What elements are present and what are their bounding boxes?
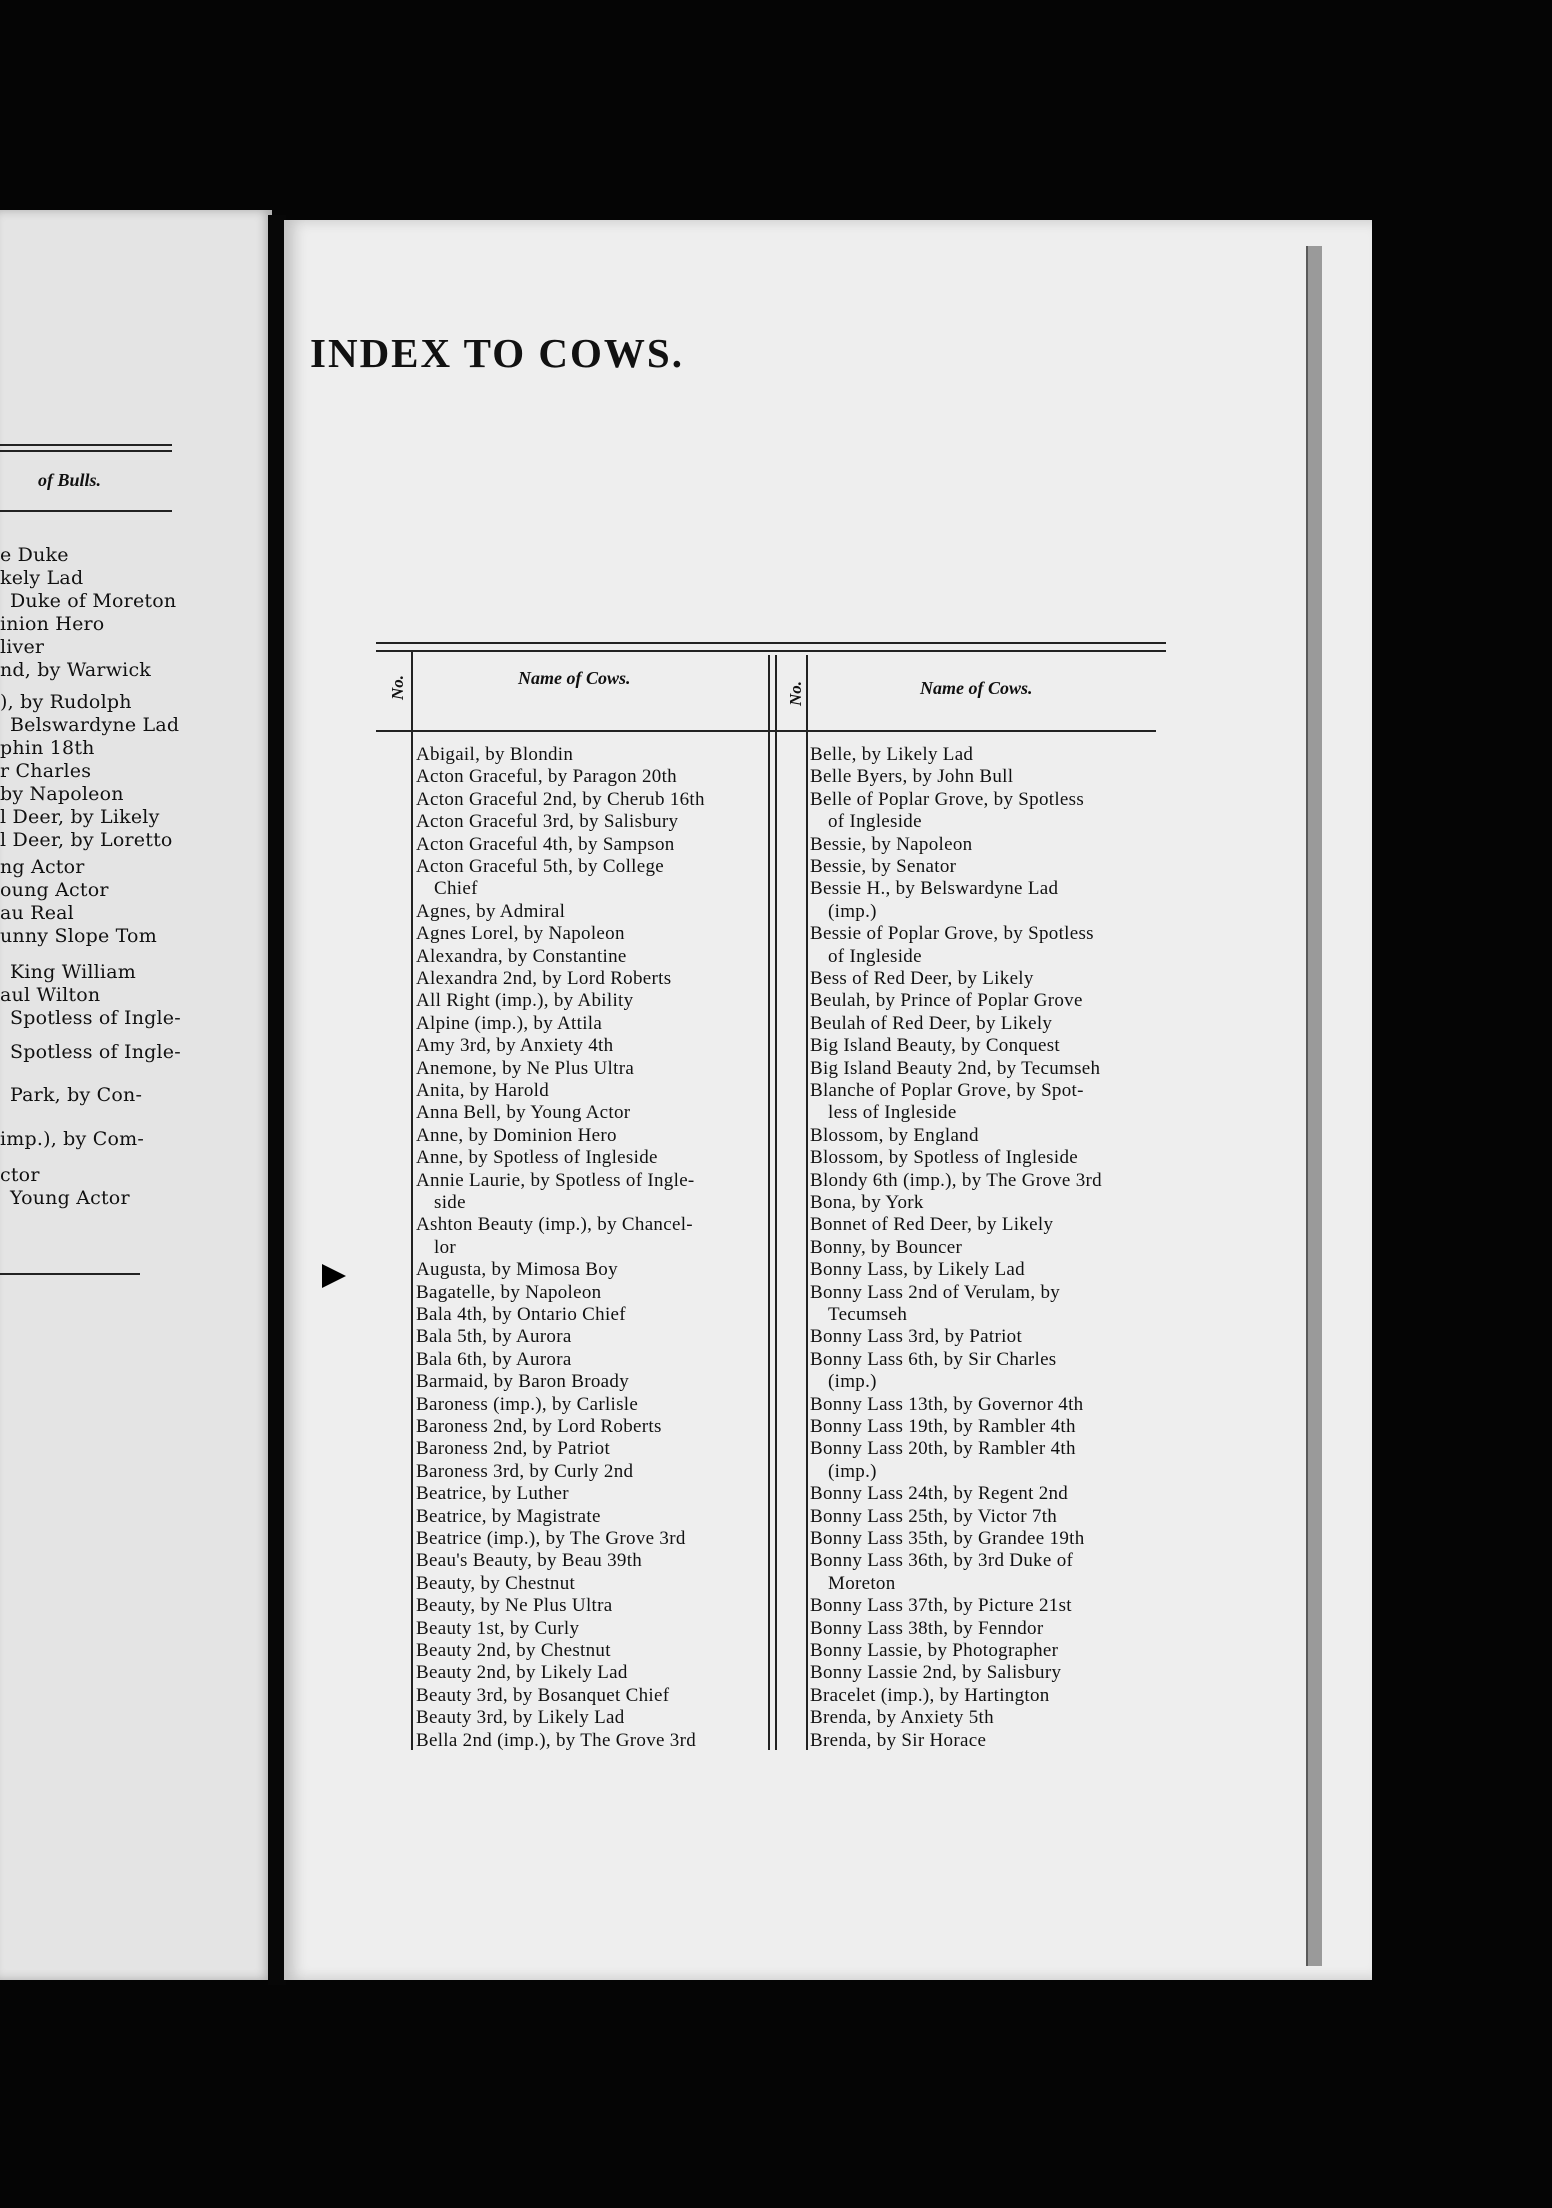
footer-rule: [0, 1273, 140, 1275]
entry-name: Beatrice (imp.), by The Grove 3rd: [416, 1528, 686, 1549]
column-divider-2: [775, 655, 777, 1750]
facing-page-line: inion Hero: [0, 613, 105, 635]
table-top-rule: [376, 642, 1166, 644]
entry-name: Bonny Lassie, by Photographer: [810, 1640, 1059, 1661]
entry-name: of Ingleside: [828, 811, 922, 833]
facing-page-line: unny Slope Tom: [0, 925, 157, 947]
entry-name: side: [434, 1192, 466, 1213]
entry-name: Bala 5th, by Aurora: [416, 1326, 572, 1348]
entry-name: Bonny Lass 38th, by Fenndor: [810, 1617, 1044, 1639]
entry-name: Big Island Beauty, by Conquest: [810, 1035, 1060, 1057]
right-no-divider: [806, 655, 808, 1750]
facing-page-line: ctor: [0, 1164, 40, 1186]
entry-name: Bessie, by Senator: [810, 856, 957, 877]
entry-name: Anita, by Harold: [416, 1080, 550, 1101]
facing-page-line: Park, by Con-: [10, 1084, 143, 1106]
facing-page-line: e Duke: [0, 544, 69, 566]
entry-name: Anne, by Dominion Hero: [416, 1124, 617, 1146]
page-title: INDEX TO COWS.: [310, 330, 684, 376]
column-divider: [768, 655, 770, 1750]
entry-name: Beauty 3rd, by Likely Lad: [416, 1707, 625, 1729]
entry-name: Bessie, by Napoleon: [810, 833, 973, 855]
facing-page-line: au Real: [0, 902, 74, 924]
entry-name: Bonnet of Red Deer, by Likely: [810, 1214, 1054, 1236]
pointer-arrow-icon: [322, 1264, 346, 1288]
entry-name: (imp.): [828, 1460, 877, 1482]
facing-page-line: Young Actor: [10, 1187, 130, 1209]
entry-name: Bonny Lass 3rd, by Patriot: [810, 1326, 1023, 1348]
right-no-heading: No.: [786, 680, 805, 706]
entry-name: Alexandra, by Constantine: [416, 945, 627, 967]
entry-name: Brenda, by Sir Horace: [810, 1729, 987, 1751]
facing-page-line: l Deer, by Loretto: [0, 829, 173, 851]
facing-page-line: r Charles: [0, 760, 92, 782]
facing-page-line: liver: [0, 636, 45, 658]
entry-name: Blossom, by Spotless of Ingleside: [810, 1147, 1078, 1169]
entry-name: Belle, by Likely Lad: [810, 744, 974, 765]
facing-page-line: by Napoleon: [0, 783, 124, 805]
entry-name: Anna Bell, by Young Actor: [416, 1102, 631, 1124]
entry-name: Bonny Lass 25th, by Victor 7th: [810, 1505, 1058, 1527]
facing-page-line: Spotless of Ingle-: [10, 1041, 181, 1063]
entry-name: Baroness 2nd, by Lord Roberts: [416, 1416, 662, 1437]
facing-page-line: ), by Rudolph: [0, 691, 132, 713]
entry-name: Bonny Lass 19th, by Rambler 4th: [810, 1416, 1076, 1437]
facing-page-left: [0, 210, 272, 1980]
entry-name: Baroness 2nd, by Patriot: [416, 1438, 611, 1460]
entry-name: Belle Byers, by John Bull: [810, 766, 1014, 788]
entry-name: Bella 2nd (imp.), by The Grove 3rd: [416, 1729, 697, 1751]
entry-name: Augusta, by Mimosa Boy: [416, 1259, 618, 1281]
entry-name: Bala 6th, by Aurora: [416, 1348, 572, 1370]
facing-page-line: Duke of Moreton: [10, 590, 177, 612]
entry-name: Acton Graceful 4th, by Sampson: [416, 833, 675, 855]
entry-name: Anemone, by Ne Plus Ultra: [416, 1057, 635, 1079]
right-name-heading: Name of Cows.: [920, 678, 1033, 698]
entry-name: Blossom, by England: [810, 1124, 979, 1146]
entry-name: Annie Laurie, by Spotless of Ingle-: [416, 1169, 695, 1191]
facing-page-line: Belswardyne Lad: [10, 714, 180, 736]
facing-page-line: Spotless of Ingle-: [10, 1007, 181, 1029]
entry-name: Abigail, by Blondin: [416, 744, 574, 765]
entry-name: Beauty, by Ne Plus Ultra: [416, 1595, 613, 1617]
entry-name: lor: [434, 1236, 457, 1258]
facing-page-line: ng Actor: [0, 856, 85, 878]
table-top-rule-2: [376, 650, 1166, 652]
entry-name: Bonny Lass 6th, by Sir Charles: [810, 1348, 1057, 1370]
entry-name: Acton Graceful 3rd, by Salisbury: [416, 811, 679, 833]
table-header-rule: [376, 730, 1156, 732]
entry-name: Big Island Beauty 2nd, by Tecumseh: [810, 1057, 1101, 1079]
entry-name: Barmaid, by Baron Broady: [416, 1371, 629, 1393]
entry-name: Baroness (imp.), by Carlisle: [416, 1393, 639, 1415]
facing-page-line: phin 18th: [0, 737, 95, 759]
page-edge: [1306, 246, 1322, 1966]
entry-name: Beatrice, by Magistrate: [416, 1505, 601, 1527]
entry-name: All Right (imp.), by Ability: [416, 990, 634, 1012]
facing-page-line: King William: [10, 961, 136, 983]
header-rule-bottom: [0, 510, 172, 512]
entry-name: Blanche of Poplar Grove, by Spot-: [810, 1080, 1084, 1101]
entry-name: less of Ingleside: [828, 1102, 957, 1124]
entry-name: Alexandra 2nd, by Lord Roberts: [416, 968, 672, 989]
entry-name: Bessie of Poplar Grove, by Spotless: [810, 923, 1094, 945]
entry-name: Beauty 2nd, by Likely Lad: [416, 1662, 628, 1684]
entry-name: Agnes, by Admiral: [416, 900, 566, 922]
facing-page-line: kely Lad: [0, 567, 84, 589]
entry-name: Bonny Lass 20th, by Rambler 4th: [810, 1438, 1076, 1460]
entry-name: (imp.): [828, 1371, 877, 1393]
facing-page-line: l Deer, by Likely: [0, 806, 160, 828]
entry-name: Beulah, by Prince of Poplar Grove: [810, 990, 1083, 1012]
entry-name: Beau's Beauty, by Beau 39th: [416, 1550, 643, 1572]
entry-name: Amy 3rd, by Anxiety 4th: [416, 1035, 614, 1057]
facing-page-line: oung Actor: [0, 879, 109, 901]
entry-name: Bracelet (imp.), by Hartington: [810, 1684, 1050, 1706]
entry-name: Anne, by Spotless of Ingleside: [416, 1147, 658, 1169]
entry-name: Tecumseh: [828, 1304, 908, 1325]
entry-name: of Ingleside: [828, 945, 922, 967]
header-rule-top-2: [0, 450, 172, 452]
entry-name: Bona, by York: [810, 1192, 924, 1213]
facing-page-line: nd, by Warwick: [0, 659, 151, 681]
entry-name: Bess of Red Deer, by Likely: [810, 968, 1034, 989]
entry-name: Bonny Lass, by Likely Lad: [810, 1259, 1025, 1281]
facing-page-header: of Bulls.: [38, 470, 102, 490]
entry-name: Acton Graceful 2nd, by Cherub 16th: [416, 788, 705, 810]
entry-name: Moreton: [828, 1572, 896, 1594]
entry-name: Beulah of Red Deer, by Likely: [810, 1012, 1053, 1034]
facing-page-line: aul Wilton: [0, 984, 101, 1006]
entry-name: Bonny Lass 37th, by Picture 21st: [810, 1595, 1072, 1617]
entry-name: Baroness 3rd, by Curly 2nd: [416, 1460, 634, 1482]
entry-name: Beauty 3rd, by Bosanquet Chief: [416, 1684, 670, 1706]
entry-name: Bonny Lass 35th, by Grandee 19th: [810, 1528, 1085, 1549]
left-no-heading: No.: [388, 674, 407, 700]
entry-name: Acton Graceful, by Paragon 20th: [416, 766, 677, 788]
facing-page-line: imp.), by Com-: [0, 1128, 144, 1150]
entry-name: Bala 4th, by Ontario Chief: [416, 1304, 626, 1325]
left-name-heading: Name of Cows.: [518, 668, 631, 688]
entry-name: Beatrice, by Luther: [416, 1483, 569, 1505]
entry-name: Bagatelle, by Napoleon: [416, 1281, 602, 1303]
left-no-divider: [411, 650, 413, 1750]
entry-name: Agnes Lorel, by Napoleon: [416, 923, 625, 945]
entry-name: (imp.): [828, 900, 877, 922]
entry-name: Blondy 6th (imp.), by The Grove 3rd: [810, 1169, 1102, 1191]
entry-name: Belle of Poplar Grove, by Spotless: [810, 788, 1085, 810]
entry-name: Bonny, by Bouncer: [810, 1236, 963, 1258]
entry-name: Bonny Lass 36th, by 3rd Duke of: [810, 1550, 1074, 1572]
entry-name: Bonny Lass 24th, by Regent 2nd: [810, 1483, 1069, 1505]
entry-name: Ashton Beauty (imp.), by Chancel-: [416, 1214, 693, 1236]
entry-name: Bessie H., by Belswardyne Lad: [810, 878, 1059, 900]
entry-name: Acton Graceful 5th, by College: [416, 856, 665, 877]
entry-name: Chief: [434, 878, 478, 900]
entry-name: Beauty 2nd, by Chestnut: [416, 1640, 611, 1661]
entry-name: Bonny Lass 2nd of Verulam, by: [810, 1281, 1061, 1303]
entry-name: Beauty 1st, by Curly: [416, 1617, 580, 1639]
entry-name: Beauty, by Chestnut: [416, 1572, 576, 1594]
entry-name: Bonny Lass 13th, by Governor 4th: [810, 1393, 1084, 1415]
entry-name: Alpine (imp.), by Attila: [416, 1012, 603, 1034]
entry-name: Bonny Lassie 2nd, by Salisbury: [810, 1662, 1062, 1684]
entry-name: Brenda, by Anxiety 5th: [810, 1707, 994, 1729]
header-rule-top: [0, 444, 172, 446]
